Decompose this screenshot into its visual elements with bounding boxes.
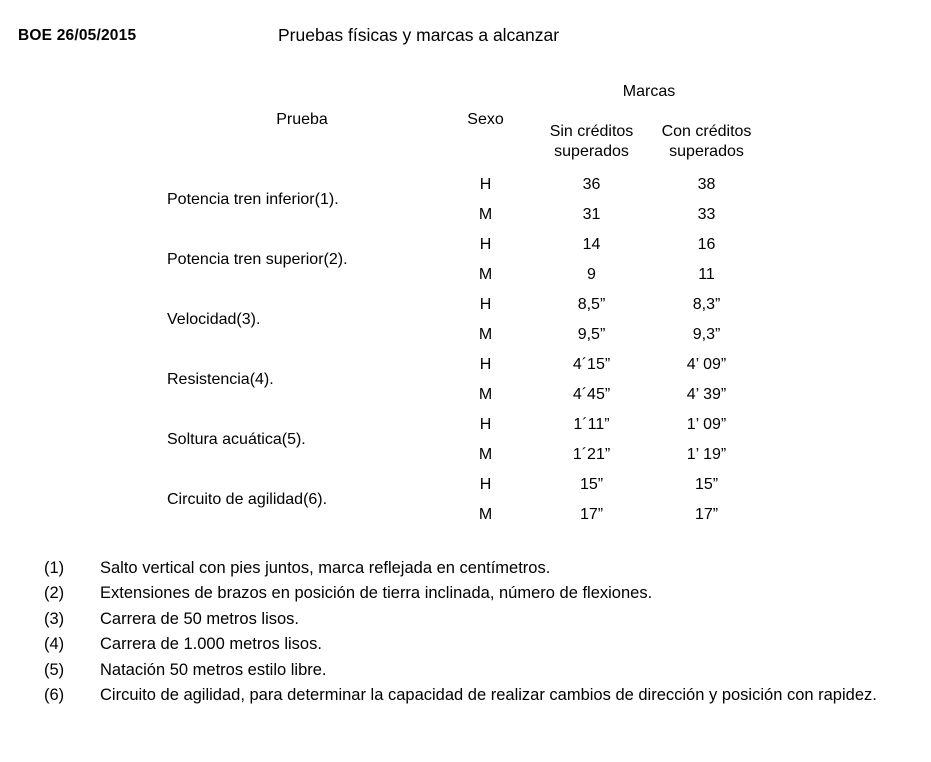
table-row: [167, 470, 764, 500]
table-row: [167, 170, 764, 200]
list-item: [44, 581, 904, 605]
cell-sin-creditos: 31: [534, 200, 649, 230]
column-header-prueba: Prueba: [167, 70, 437, 170]
cell-sexo: H: [437, 170, 534, 200]
column-header-sin-creditos: Sin créditos superados: [534, 114, 649, 170]
footnote-text: Circuito de agilidad, para determinar la capacidad de realizar cambios de dirección y posición con rapidez.: [100, 686, 877, 705]
cell-con-creditos: 4’ 39”: [649, 380, 764, 410]
cell-sin-creditos: 15”: [534, 470, 649, 500]
list-item: [44, 658, 904, 682]
cell-con-creditos: 11: [649, 260, 764, 290]
footnote-number: (2): [44, 584, 65, 603]
footnote-number: (5): [44, 660, 65, 679]
footnote-text: Carrera de 50 metros lisos.: [100, 609, 299, 628]
list-item: [44, 683, 904, 707]
footnotes-list: [44, 556, 904, 708]
cell-prueba: Potencia tren inferior(1).: [167, 170, 437, 230]
cell-prueba: Resistencia(4).: [167, 350, 437, 410]
footnote-number: (3): [44, 609, 65, 628]
cell-con-creditos: 4’ 09”: [649, 350, 764, 380]
cell-prueba: Soltura acuática(5).: [167, 410, 437, 470]
cell-con-creditos: 8,3”: [649, 290, 764, 320]
list-item: [44, 607, 904, 631]
boe-stamp: BOE 26/05/2015: [18, 27, 137, 44]
footnote-text: Carrera de 1.000 metros lisos.: [100, 635, 322, 654]
table-row: [167, 410, 764, 440]
cell-sexo: H: [437, 230, 534, 260]
cell-sexo: M: [437, 440, 534, 470]
cell-sin-creditos: 4´45”: [534, 380, 649, 410]
cell-sexo: M: [437, 200, 534, 230]
footnote-number: (4): [44, 635, 65, 654]
cell-sin-creditos: 1´21”: [534, 440, 649, 470]
cell-con-creditos: 16: [649, 230, 764, 260]
column-header-marcas: Marcas: [534, 70, 764, 114]
table-row: [167, 230, 764, 260]
cell-con-creditos: 1’ 19”: [649, 440, 764, 470]
cell-sexo: M: [437, 320, 534, 350]
cell-sexo: M: [437, 380, 534, 410]
cell-sin-creditos: 36: [534, 170, 649, 200]
table-row: [167, 350, 764, 380]
cell-con-creditos: 33: [649, 200, 764, 230]
cell-con-creditos: 1’ 09”: [649, 410, 764, 440]
footnote-text: Salto vertical con pies juntos, marca reflejada en centímetros.: [100, 559, 551, 577]
cell-prueba: Potencia tren superior(2).: [167, 230, 437, 290]
footnote-number: (6): [44, 686, 65, 705]
cell-sexo: M: [437, 260, 534, 290]
cell-sin-creditos: 1´11”: [534, 410, 649, 440]
cell-sin-creditos: 14: [534, 230, 649, 260]
cell-sexo: H: [437, 350, 534, 380]
cell-sin-creditos: 17”: [534, 500, 649, 530]
cell-prueba: Velocidad(3).: [167, 290, 437, 350]
cell-con-creditos: 17”: [649, 500, 764, 530]
footnote-text: Natación 50 metros estilo libre.: [100, 660, 327, 679]
cell-sin-creditos: 9: [534, 260, 649, 290]
cell-sexo: H: [437, 410, 534, 440]
cell-con-creditos: 15”: [649, 470, 764, 500]
cell-prueba: Circuito de agilidad(6).: [167, 470, 437, 530]
cell-sin-creditos: 4´15”: [534, 350, 649, 380]
cell-con-creditos: 38: [649, 170, 764, 200]
physical-tests-table-wrapper: [167, 70, 764, 530]
physical-tests-table: [167, 70, 764, 530]
cell-sexo: H: [437, 290, 534, 320]
table-row: [167, 290, 764, 320]
cell-sin-creditos: 9,5”: [534, 320, 649, 350]
cell-sexo: H: [437, 470, 534, 500]
footnote-number: (1): [44, 559, 65, 577]
table-header-row-1: [167, 70, 764, 114]
footnote-text: Extensiones de brazos en posición de tierra inclinada, número de flexiones.: [100, 584, 653, 603]
list-item: [44, 556, 904, 580]
column-header-con-creditos: Con créditos superados: [649, 114, 764, 170]
cell-sin-creditos: 8,5”: [534, 290, 649, 320]
cell-con-creditos: 9,3”: [649, 320, 764, 350]
list-item: [44, 632, 904, 656]
column-header-sexo: Sexo: [437, 70, 534, 170]
page-title: Pruebas físicas y marcas a alcanzar: [278, 25, 560, 45]
cell-sexo: M: [437, 500, 534, 530]
